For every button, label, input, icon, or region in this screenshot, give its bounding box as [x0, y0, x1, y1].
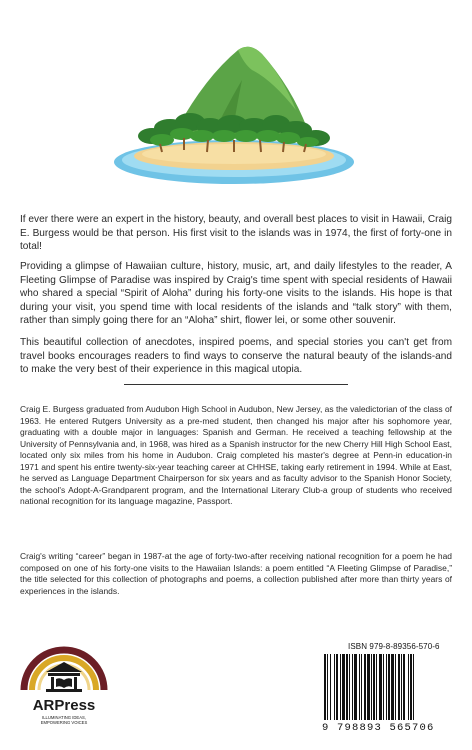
barcode-bar [334, 654, 335, 720]
barcode-bar [342, 654, 345, 720]
glimpse-paragraph: Providing a glimpse of Hawaiian culture, history, music, art, and daily lifestyles to the reader, A Fleeting Glimpse of Paradise was inspired by Craig's time spent with special residents of Hawaii who shared a special “Spirit of Aloha” during his forty-one visits to the islands. His hope is that during your visit, you spend time with local residents of the islands and “talk story” with them, rather than simply going there for an “Aloha” shirt, flower lei, or some other souvenir. [20, 261, 452, 327]
publisher-tagline-line1: ILLUMINATING IDEAS, [42, 715, 86, 720]
publisher-name: ARPress [32, 697, 96, 714]
barcode-bar [327, 654, 328, 720]
barcode-bar [376, 654, 377, 720]
island-illustration [112, 40, 356, 190]
barcode-bar [352, 654, 353, 720]
section-divider [124, 384, 348, 385]
barcode-graphic [322, 654, 450, 720]
barcode-bar [367, 654, 370, 720]
barcode-bar [371, 654, 372, 720]
barcode-bar [401, 654, 402, 720]
barcode-bar [354, 654, 357, 720]
barcode-bar [398, 654, 400, 720]
barcode-bar [330, 654, 331, 720]
barcode-bar [361, 654, 362, 720]
barcode-bar [403, 654, 405, 720]
isbn-label: ISBN 979-8-89356-570-6 [348, 642, 440, 651]
publisher-logo [18, 632, 110, 740]
barcode-bar [359, 654, 360, 720]
barcode-bar [373, 654, 375, 720]
barcode-bar [340, 654, 341, 720]
barcode-bar [413, 654, 414, 720]
barcode-bar [408, 654, 409, 720]
barcode-bar [324, 654, 326, 720]
barcode-bar [391, 654, 394, 720]
barcode-bar [395, 654, 396, 720]
barcode-bar [364, 654, 366, 720]
barcode-bar [379, 654, 382, 720]
collection-paragraph: This beautiful collection of anecdotes, inspired poems, and special stories you can't get from travel books encourages readers to find ways to conserve the natural beauty of the islands-and to make the very best of their experience in this magical utopia. [20, 337, 452, 376]
intro-paragraph: If ever there were an expert in the history, beauty, and overall best places to visit in Hawaii, Craig E. Burgess would be that person. His first visit to the islands was in 1974, the first of forty-one in total! [20, 214, 452, 253]
barcode-bar [346, 654, 348, 720]
isbn-barcode-block [318, 640, 454, 737]
barcode-bar [386, 654, 387, 720]
barcode-bar [410, 654, 412, 720]
barcode-bar [349, 654, 350, 720]
publisher-tagline-line2: EMPOWERING VOICES [40, 720, 88, 725]
bio-education-paragraph: Craig E. Burgess graduated from Audubon High School in Audubon, New Jersey, as the valedictorian of the class of 1963. He entered Rutgers University as a pre-med student, then changed his major after his sophomore year, graduating with a double major in languages: Spanish and German. He received a teaching fellowship at the University of Pennsylvania and, in 1968, was hired as a Spanish instructor for the new Cherry Hill High School East, located only six miles from his home in Audubon. Craig completed his master's degree at Penn-in education-in 1971 and spent his entire twenty-six-year teaching career at CHHSE, taking early retirement in 1994. While at East, he served as Language Department Chairperson for six years and as faculty advisor to the Spanish Honor Society, the school's Adopt-A-Grandparent program, and the International Literary Club-a group of students who received national recognition for its language magazine, Passport. [20, 404, 452, 506]
barcode-bar [336, 654, 338, 720]
isbn-digits: 9 798893 565706 [322, 722, 435, 734]
barcode-bar [388, 654, 390, 720]
bio-career-paragraph: Craig's writing “career” began in 1987-at the age of forty-two-after receiving national recognition for a poem he had composed on one of his forty-one visits to the Hawaiian Islands: a poem entitled “A Fleeting Glimpse of Paradise,” the title selected for this collection of photographs and poems, a collection published after more than thirty years of experiences in the islands. [20, 551, 452, 596]
barcode-bar [383, 654, 384, 720]
